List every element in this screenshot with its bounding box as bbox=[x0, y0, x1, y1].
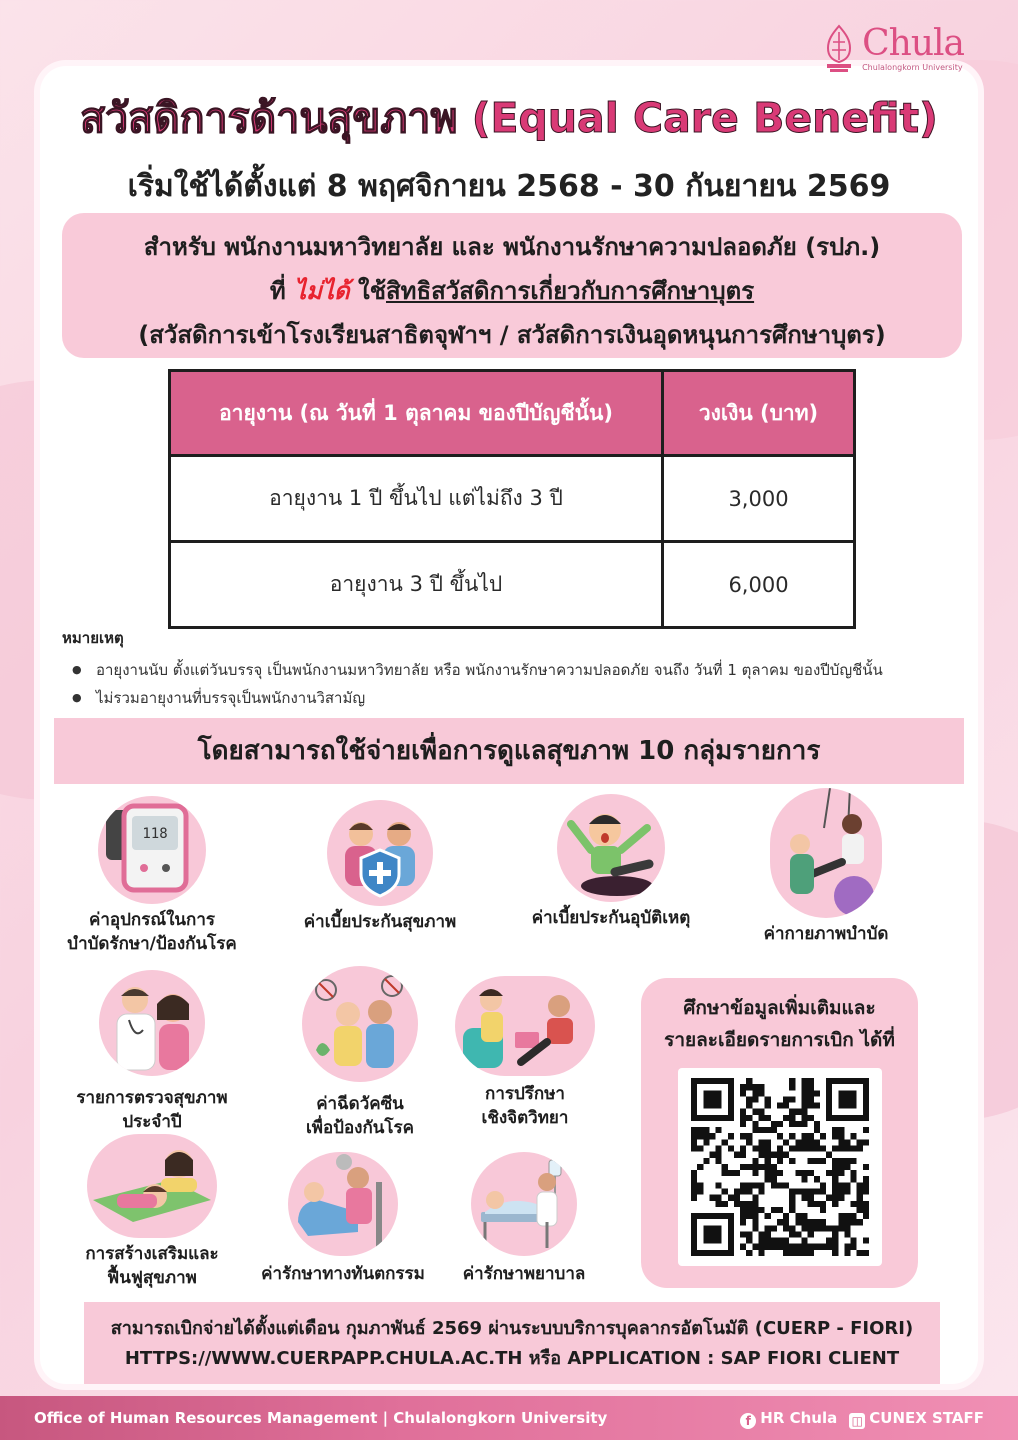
doctor-checkup-icon bbox=[99, 970, 205, 1076]
group-item-medical-treatment bbox=[454, 1152, 594, 1286]
caption-line: ค่าฉีดวัคซีน bbox=[316, 1094, 404, 1114]
page-subtitle: เริ่มใช้ได้ตั้งแต่ 8 พฤศจิกายน 2568 - 30 กันยายน 2569 bbox=[127, 169, 891, 204]
eligibility-prefix: ที่ bbox=[269, 277, 295, 305]
amount-cell: 3,000 bbox=[663, 456, 855, 542]
caption-line: ค่ารักษาพยาบาล bbox=[462, 1264, 586, 1284]
group-caption bbox=[62, 1086, 242, 1134]
group-item-health-promotion bbox=[62, 1134, 242, 1290]
eligibility-line-3: (สวัสดิการเข้าโรงเรียนสาธิตจุฬาฯ / สวัสดิการเงินอุดหนุนการศึกษาบุตร) bbox=[138, 321, 886, 349]
qr-info-box bbox=[641, 978, 918, 1288]
tenure-cell: อายุงาน 1 ปี ขึ้นไป แต่ไม่ถึง 3 ปี bbox=[170, 456, 663, 542]
caption-line: การปรึกษา bbox=[485, 1084, 565, 1104]
caption-line: บำบัดรักษา/ป้องกันโรค bbox=[67, 934, 237, 954]
group-caption bbox=[258, 1262, 428, 1286]
qr-code-icon[interactable] bbox=[678, 1068, 882, 1266]
eligibility-mid: ใช้ bbox=[349, 277, 386, 305]
claim-info-box bbox=[84, 1302, 940, 1384]
group-caption bbox=[62, 1242, 242, 1290]
claim-info-link[interactable]: HTTPS://WWW.CUERPAPP.CHULA.AC.TH หรือ APPLICATION : SAP FIORI CLIENT bbox=[124, 1348, 900, 1369]
eligibility-underlined: สิทธิสวัสดิการเกี่ยวกับการศึกษาบุตร bbox=[386, 277, 755, 305]
logo-name: Chula bbox=[862, 23, 964, 64]
physiotherapy-icon bbox=[770, 788, 882, 918]
accident-fall-icon bbox=[557, 794, 665, 902]
office-name: Office of Human Resources Management | Chulalongkorn University bbox=[34, 1409, 608, 1427]
group-caption bbox=[62, 908, 242, 956]
facebook-link[interactable] bbox=[740, 1409, 837, 1429]
cunex-icon: ◫ bbox=[849, 1413, 865, 1429]
group-item-vaccine bbox=[270, 966, 450, 1140]
eligibility-box bbox=[62, 213, 962, 358]
table-row bbox=[170, 456, 855, 542]
caption-line: ค่ากายภาพบำบัด bbox=[763, 924, 889, 944]
group-caption bbox=[736, 922, 916, 946]
hospital-bed-icon bbox=[471, 1152, 577, 1256]
caption-line: ประจำปี bbox=[122, 1112, 182, 1132]
qr-caption-line: รายละเอียดรายการเบิก ได้ที่ bbox=[664, 1029, 895, 1051]
cunex-label: CUNEX STAFF bbox=[869, 1409, 984, 1427]
eligibility-line-2 bbox=[62, 269, 962, 313]
notes-section bbox=[62, 626, 952, 712]
caption-line: การสร้างเสริมและ bbox=[85, 1244, 219, 1264]
family-shield-icon bbox=[327, 800, 433, 906]
notes-heading: หมายเหตุ bbox=[62, 629, 124, 647]
qr-caption-line: ศึกษาข้อมูลเพิ่มเติมและ bbox=[683, 997, 876, 1019]
blood-pressure-monitor-icon bbox=[98, 796, 206, 904]
group-caption bbox=[454, 1262, 594, 1286]
group-item-counseling bbox=[450, 976, 600, 1130]
facebook-icon: f bbox=[740, 1413, 756, 1429]
group-item-physiotherapy bbox=[736, 788, 916, 946]
counseling-icon bbox=[455, 976, 595, 1076]
group-item-dental bbox=[258, 1152, 428, 1286]
logo-subtitle: Chulalongkorn University bbox=[862, 63, 963, 72]
cunex-link[interactable] bbox=[849, 1409, 984, 1429]
note-item: ● ไม่รวมอายุงานที่บรรจุเป็นพนักงานวิสามัญ bbox=[62, 684, 952, 712]
page-title: สวัสดิการด้านสุขภาพ (Equal Care Benefit) bbox=[80, 94, 938, 142]
group-caption bbox=[290, 910, 470, 934]
bottom-bar bbox=[0, 1396, 1018, 1440]
group-caption bbox=[516, 906, 706, 930]
table-header-amount: วงเงิน (บาท) bbox=[663, 371, 855, 456]
eligibility-line-1: สำหรับ พนักงานมหาวิทยาลัย และ พนักงานรักษาความปลอดภัย (รปภ.) bbox=[143, 233, 881, 261]
caption-line: ฟื้นฟูสุขภาพ bbox=[107, 1268, 197, 1288]
caption-line: ค่าอุปกรณ์ในการ bbox=[88, 910, 215, 930]
benefit-table bbox=[168, 369, 856, 629]
group-item-health-insurance bbox=[290, 800, 470, 934]
group-caption bbox=[270, 1092, 450, 1140]
dental-icon bbox=[288, 1152, 398, 1256]
eligibility-not-highlight: ไม่ได้ bbox=[294, 277, 350, 305]
svg-text:118: 118 bbox=[142, 826, 168, 842]
tenure-cell: อายุงาน 3 ปี ขึ้นไป bbox=[170, 542, 663, 628]
resting-icon bbox=[87, 1134, 217, 1238]
caption-line: ค่าเบี้ยประกันสุขภาพ bbox=[303, 912, 457, 932]
table-header-tenure: อายุงาน (ณ วันที่ 1 ตุลาคม ของปีบัญชีนั้น) bbox=[170, 371, 663, 456]
caption-line: เชิงจิตวิทยา bbox=[481, 1108, 569, 1128]
group-item-devices bbox=[62, 796, 242, 956]
social-links bbox=[740, 1409, 984, 1429]
caption-line: รายการตรวจสุขภาพ bbox=[76, 1088, 228, 1108]
vaccine-icon bbox=[302, 966, 418, 1082]
facebook-label: HR Chula bbox=[760, 1409, 838, 1427]
table-row bbox=[170, 542, 855, 628]
group-caption bbox=[450, 1082, 600, 1130]
chula-emblem-icon bbox=[822, 24, 856, 74]
note-item: ● อายุงานนับ ตั้งแต่วันบรรจุ เป็นพนักงานมหาวิทยาลัย หรือ พนักงานรักษาความปลอดภัย จนถึง วันที่ 1 ตุลาคม ของปีบัญชีนั้น bbox=[62, 656, 952, 684]
caption-line: ค่าเบี้ยประกันอุบัติเหตุ bbox=[531, 908, 691, 928]
groups-banner: โดยสามารถใช้จ่ายเพื่อการดูแลสุขภาพ 10 กลุ่มรายการ bbox=[54, 718, 964, 784]
table-header-row bbox=[170, 371, 855, 456]
group-item-accident-insurance bbox=[516, 794, 706, 930]
qr-caption bbox=[641, 992, 918, 1056]
caption-line: เพื่อป้องกันโรค bbox=[305, 1118, 415, 1138]
caption-line: ค่ารักษาทางทันตกรรม bbox=[261, 1264, 425, 1284]
claim-info-line: สามารถเบิกจ่ายได้ตั้งแต่เดือน กุมภาพันธ์ 2569 ผ่านระบบบริการบุคลากรอัตโนมัติ (CUERP - FIORI) bbox=[110, 1318, 914, 1339]
amount-cell: 6,000 bbox=[663, 542, 855, 628]
chula-logo bbox=[822, 24, 964, 74]
group-item-annual-checkup bbox=[62, 970, 242, 1134]
